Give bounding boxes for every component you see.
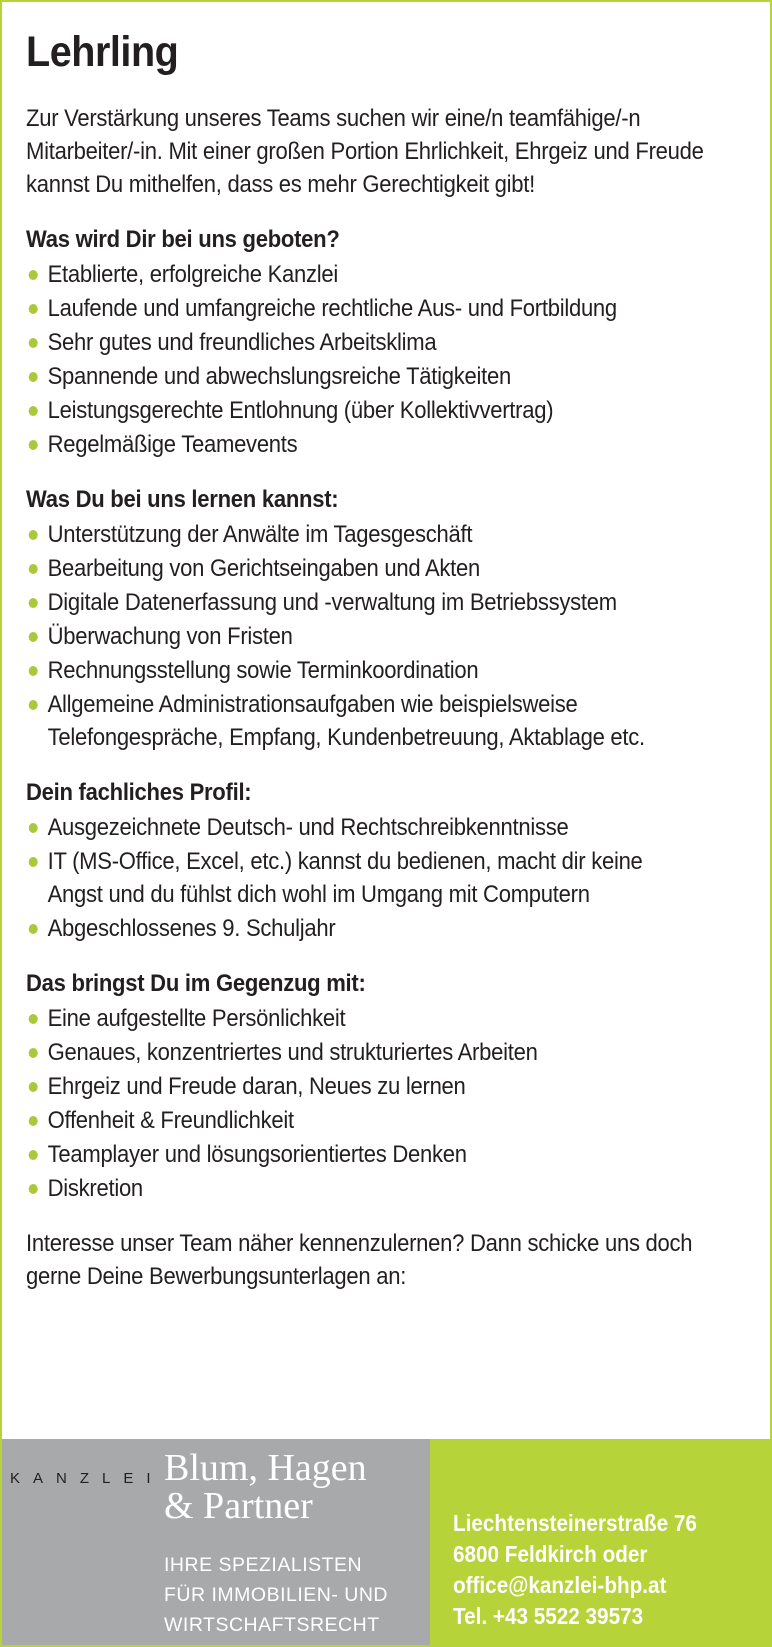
firm-panel (2, 1439, 430, 1645)
bullet-icon (29, 924, 38, 934)
footer (2, 1439, 770, 1645)
list-item: Allgemeine Administrationsaufgaben wie beispielsweise Telefongespräche, Empfang, Kundenbetreuung, Aktablage etc. (26, 688, 746, 754)
bullet-icon (29, 1116, 38, 1126)
list-item: Diskretion (26, 1172, 746, 1205)
section-heading: Was wird Dir bei uns geboten? (26, 226, 340, 253)
list-item: Bearbeitung von Gerichtseingaben und Akten (26, 552, 746, 585)
bullet-icon (29, 1150, 38, 1160)
address-city: 6800 Feldkirch oder (453, 1541, 648, 1567)
bullet-icon (29, 857, 38, 867)
list-item: Regelmäßige Teamevents (26, 428, 746, 461)
section-bring (26, 967, 756, 1205)
section-learn (26, 483, 756, 754)
intro-text: Zur Verstärkung unseres Teams suchen wir eine/n teamfähige/-n Mitarbeiter/-in. Mit einer großen Portion Ehrlichkeit, Ehrgeiz und Freude kannst Du mithelfen, dass es mehr Gerechtigkeit gibt! (26, 105, 704, 198)
firm-name-line1: Blum, Hagen (164, 1447, 367, 1489)
bullet-icon (29, 304, 38, 314)
firm-name-line2: & Partner (164, 1485, 313, 1527)
list-item: Ehrgeiz und Freude daran, Neues zu lernen (26, 1070, 746, 1103)
bullet-icon (29, 700, 38, 710)
bullet-icon (29, 406, 38, 416)
list-item: Spannende und abwechslungsreiche Tätigkeiten (26, 360, 746, 393)
section-heading: Was Du bei uns lernen kannst: (26, 486, 339, 513)
list-item: Unterstützung der Anwälte im Tagesgeschäft (26, 518, 746, 551)
list-item: Sehr gutes und freundliches Arbeitsklima (26, 326, 746, 359)
address-street: Liechtensteinerstraße 76 (453, 1510, 697, 1536)
bullet-icon (29, 1014, 38, 1024)
bullet-icon (29, 564, 38, 574)
bullet-list (26, 1002, 746, 1205)
bullet-icon (29, 666, 38, 676)
list-item: Ausgezeichnete Deutsch- und Rechtschreibkenntnisse (26, 811, 746, 844)
bullet-icon (29, 632, 38, 642)
bullet-icon (29, 1184, 38, 1194)
contact-info (453, 1508, 697, 1632)
closing-text: Interesse unser Team näher kennenzulernen? Dann schicke uns doch gerne Deine Bewerbungsunterlagen an: (26, 1230, 693, 1290)
list-item: Digitale Datenerfassung und -verwaltung im Betriebssystem (26, 586, 746, 619)
ad-body (26, 22, 756, 1293)
bullet-list (26, 811, 746, 945)
bullet-list (26, 518, 746, 754)
bullet-icon (29, 440, 38, 450)
firm-tagline: IHRE SPEZIALISTEN FÜR IMMOBILIEN- UND WIRTSCHAFTSRECHT (164, 1554, 388, 1636)
list-item: Rechnungsstellung sowie Terminkoordination (26, 654, 746, 687)
page-title: Lehrling (26, 28, 179, 76)
bullet-icon (29, 1048, 38, 1058)
list-item: Teamplayer und lösungsorientiertes Denken (26, 1138, 746, 1171)
section-heading: Das bringst Du im Gegenzug mit: (26, 970, 366, 997)
bullet-icon (29, 270, 38, 280)
kanzlei-label: KANZLEI (10, 1470, 164, 1487)
contact-panel (430, 1439, 770, 1645)
list-item: Etablierte, erfolgreiche Kanzlei (26, 258, 746, 291)
bullet-icon (29, 372, 38, 382)
section-offer (26, 223, 756, 461)
list-item: Laufende und umfangreiche rechtliche Aus- und Fortbildung (26, 292, 746, 325)
email-link[interactable]: office@kanzlei-bhp.at (453, 1572, 667, 1598)
phone-number[interactable]: Tel. +43 5522 39573 (453, 1603, 644, 1629)
list-item: IT (MS-Office, Excel, etc.) kannst du bedienen, macht dir keine Angst und du fühlst dich wohl im Umgang mit Computern (26, 845, 746, 911)
list-item: Überwachung von Fristen (26, 620, 746, 653)
list-item: Eine aufgestellte Persönlichkeit (26, 1002, 746, 1035)
section-profile (26, 776, 756, 945)
section-heading: Dein fachliches Profil: (26, 779, 252, 806)
list-item: Abgeschlossenes 9. Schuljahr (26, 912, 746, 945)
list-item: Genaues, konzentriertes und strukturiertes Arbeiten (26, 1036, 746, 1069)
list-item: Offenheit & Freundlichkeit (26, 1104, 746, 1137)
bullet-icon (29, 598, 38, 608)
bullet-icon (29, 1082, 38, 1092)
bullet-icon (29, 530, 38, 540)
list-item: Leistungsgerechte Entlohnung (über Kollektivvertrag) (26, 394, 746, 427)
bullet-icon (29, 823, 38, 833)
firm-logo (164, 1449, 367, 1525)
bullet-icon (29, 338, 38, 348)
bullet-list (26, 258, 746, 461)
